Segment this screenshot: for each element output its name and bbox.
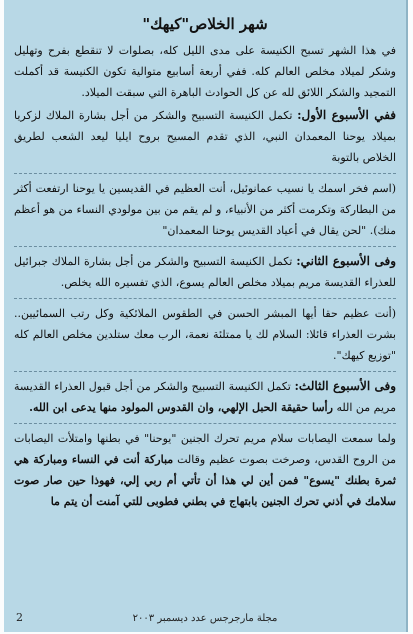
week2-quote: (أنت عظيم حقا أيها المبشر الحسن في الطقوس الملائكية وكل رتب السمائيين.. بشرت العذراء قائلا: السلام لك يا ممتلئة نعمة، الرب معك ستلدين مخلص العالم كله "توزيع كيهك". — [14, 307, 396, 362]
week1-paragraph — [14, 105, 396, 168]
divider — [14, 298, 396, 299]
week3-quote-bold: مباركة أنت في النساء ومباركة هي ثمرة بطنك "يسوع" فمن أين لي هذا أن تأتي أم ربي إلي، فهوذا حين صار صوت سلامك في أذني تحرك الجنين بابتهاج في بطني فطوبى للتي آمنت أن يتم ما — [14, 453, 396, 508]
magazine-page — [4, 0, 408, 632]
page-footer — [14, 608, 396, 624]
divider — [14, 371, 396, 372]
week1-quote: (اسم فخر اسمك يا نسيب عمانوئيل، أنت العظيم في القديسين يا يوحنا ارتفعت أكثر من البطاركة وتكرمت أكثر من الأنبياء، و لم يقم من بين مولودي النساء من هو أعظم منك). "لحن يقال في أعياد القديس يوحنا المعمدان" — [14, 182, 396, 237]
page-number: 2 — [16, 611, 23, 624]
week2-text: تكمل الكنيسة التسبيح والشكر من أجل بشارة الملاك جبرائيل للعذراء القديسة مريم بميلاد مخلص العالم يسوع، الذي تفسيره الله يخلص. — [14, 255, 396, 289]
divider — [14, 173, 396, 174]
week3-bold-tail: رأسا حقيقة الحبل الإلهي، وان القدوس المولود منها يدعى ابن الله. — [29, 401, 333, 414]
week2-lead: وفى الأسبوع الثاني: — [296, 254, 397, 268]
intro-paragraph: في هذا الشهر تسبح الكنيسة على مدى الليل كله، بصلوات لا تنقطع بفرح وتهليل وشكر لميلاد مخلص العالم كله. ففي أربعة أسابيع متوالية تكون الكنيسة قد أكملت التمجيد والشكر اللائق لله عن كل الحوادث الباهرة التي سبقت الميلاد. — [14, 44, 396, 99]
week3-paragraph — [14, 376, 396, 418]
week1-text: تكمل الكنيسة التسبيح والشكر من أجل بشارة الملاك لزكريا بميلاد يوحنا المعمدان النبي، الذي تقدم المسيح بروح ايليا ليعد الشعب لطريق الخلاص بالتوبة — [14, 109, 396, 164]
divider — [14, 246, 396, 247]
divider — [14, 423, 396, 424]
week1-lead: ففي الأسبوع الأول: — [297, 108, 397, 122]
article-title: شهر الخلاص"كيهك" — [142, 15, 268, 33]
week3-quote — [14, 428, 396, 512]
week3-quote-start: ولما سمعت اليصابات سلام مريم تحرك الجنين "يوحنا" في بطنها وامتلأت اليصابات من الروح القدس، وصرخت بصوت عظيم وقالت — [14, 432, 397, 466]
article — [14, 14, 396, 512]
week3-text: تكمل الكنيسة التسبيح والشكر من أجل قبول العذراء القديسة مريم من الله — [14, 380, 396, 414]
week2-paragraph — [14, 251, 396, 293]
week3-lead: وفى الأسبوع الثالث: — [294, 379, 396, 393]
magazine-name: مجلة مارجرجس عدد ديسمبر ٢٠٠٣ — [132, 613, 278, 624]
